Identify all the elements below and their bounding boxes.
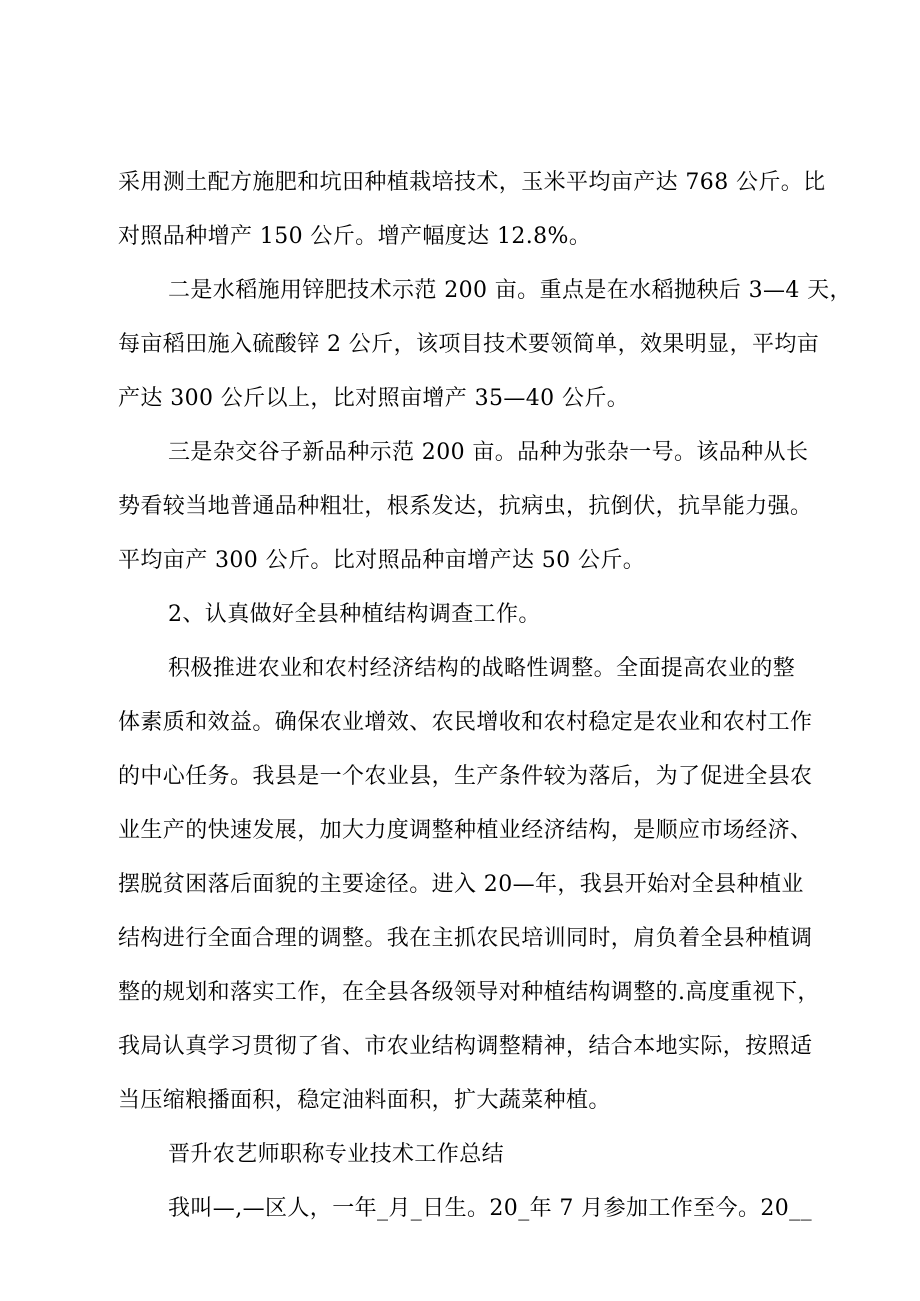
text-line-17	[0, 1027, 920, 1067]
text-line-9	[0, 595, 920, 635]
text-line-10-content: 积极推进农业和农村经济结构的战略性调整。全面提高农业的整	[168, 656, 796, 681]
text-line-18-content: 当压缩粮播面积，稳定油料面积，扩大蔬菜种植。	[118, 1088, 611, 1113]
text-line-3-content: 二是水稻施用锌肥技术示范 200 亩。重点是在水稻抛秧后 3—4 天，	[168, 278, 852, 303]
text-line-1	[0, 163, 920, 203]
text-line-13-content: 业生产的快速发展，加大力度调整种植业经济结构，是顺应市场经济、	[118, 818, 813, 843]
text-line-5	[0, 379, 920, 419]
section-heading	[0, 1135, 920, 1175]
text-line-6	[0, 433, 920, 473]
text-line-1-content: 采用测土配方施肥和坑田种植栽培技术，玉米平均亩产达 768 公斤。比	[118, 170, 826, 195]
text-line-18	[0, 1081, 920, 1121]
text-line-13	[0, 811, 920, 851]
text-line-2-content: 对照品种增产 150 公斤。增产幅度达 12.8%。	[118, 224, 592, 249]
text-line-6-content: 三是杂交谷子新品种示范 200 亩。品种为张杂一号。该品种从长	[168, 440, 809, 465]
text-line-11-content: 体素质和效益。确保农业增效、农民增收和农村稳定是农业和农村工作	[118, 710, 813, 735]
text-line-15	[0, 919, 920, 959]
text-line-15-content: 结构进行全面合理的调整。我在主抓农民培训同时，肩负着全县种植调	[118, 926, 813, 951]
text-line-3	[0, 271, 920, 311]
text-line-5-content: 产达 300 公斤以上，比对照亩增产 35—40 公斤。	[118, 386, 630, 411]
text-line-7	[0, 487, 920, 527]
text-line-14	[0, 865, 920, 905]
text-line-10	[0, 649, 920, 689]
text-line-8-content: 平均亩产 300 公斤。比对照品种亩增产达 50 公斤。	[118, 548, 646, 573]
text-line-12-content: 的中心任务。我县是一个农业县，生产条件较为落后，为了促进全县农	[118, 764, 813, 789]
text-line-16	[0, 973, 920, 1013]
text-line-16-content: 整的规划和落实工作，在全县各级领导对种植结构调整的.高度重视下，	[118, 980, 820, 1005]
section-heading-content: 晋升农艺师职称专业技术工作总结	[168, 1142, 505, 1167]
text-line-7-content: 势看较当地普通品种粗壮，根系发达，抗病虫，抗倒伏，抗旱能力强。	[118, 494, 813, 519]
text-line-2	[0, 217, 920, 257]
text-line-20-content: 我叫—,—区人，一年_月_日生。20_年 7 月参加工作至今。20__	[168, 1196, 812, 1221]
text-line-14-content: 摆脱贫困落后面貌的主要途径。进入 20—年，我县开始对全县种植业	[118, 872, 804, 897]
text-line-4-content: 每亩稻田施入硫酸锌 2 公斤，该项目技术要领简单，效果明显，平均亩	[118, 332, 820, 357]
text-line-9-content: 2、认真做好全县种植结构调查工作。	[168, 602, 541, 627]
text-line-12	[0, 757, 920, 797]
text-line-20	[0, 1189, 920, 1229]
text-line-4	[0, 325, 920, 365]
text-line-8	[0, 541, 920, 581]
text-line-11	[0, 703, 920, 743]
text-line-17-content: 我局认真学习贯彻了省、市农业结构调整精神，结合本地实际，按照适	[118, 1034, 813, 1059]
